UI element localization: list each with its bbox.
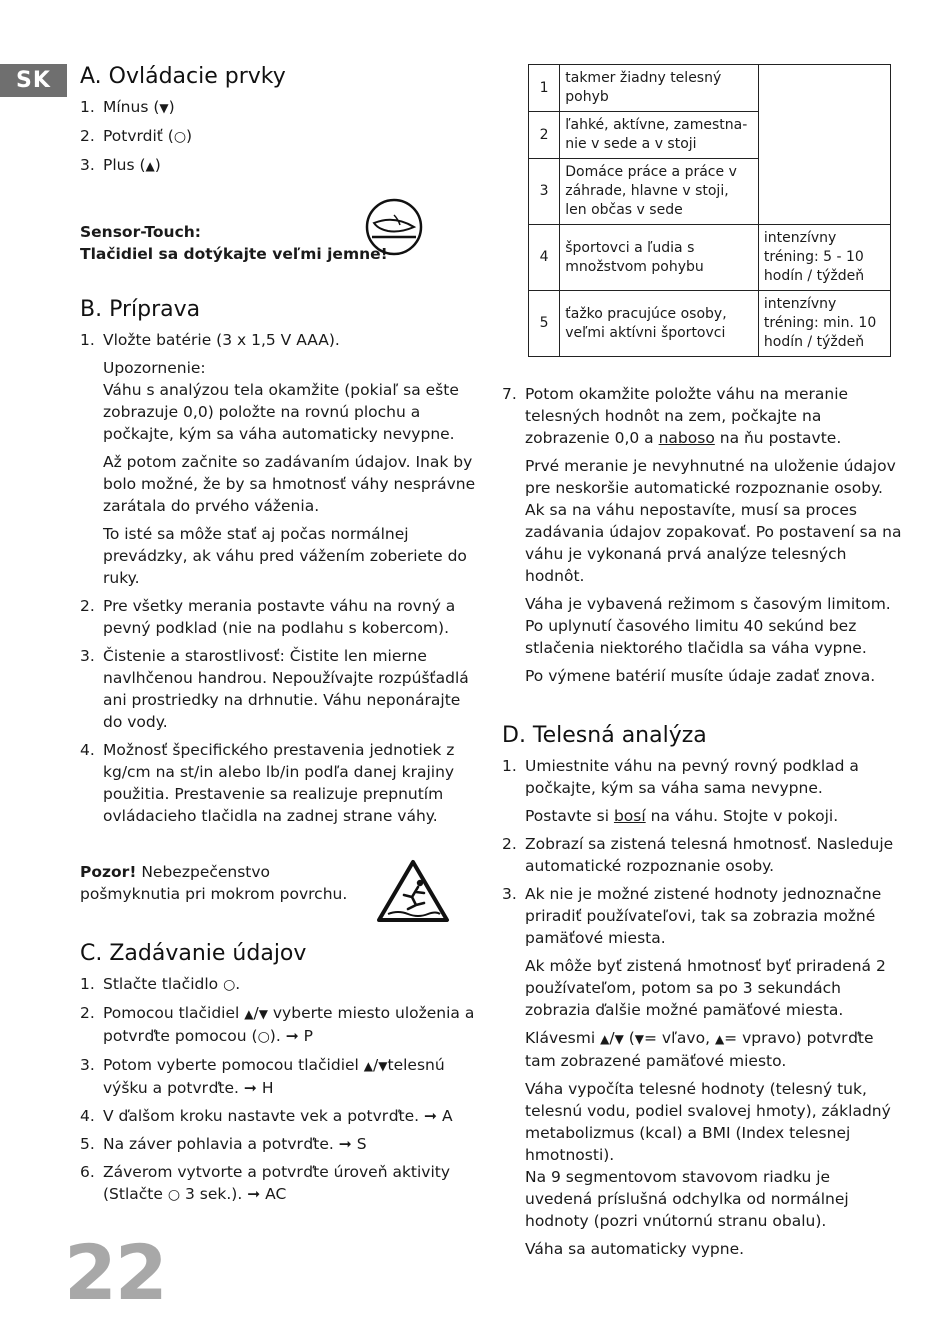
- level-cell: 2: [529, 112, 560, 159]
- description-cell: takmer žiadny telesný pohyb: [560, 65, 759, 112]
- list-item: 3. Ak nie je možné zistené hodnoty jednoznačne priradiť používateľovi, tak sa zobrazia možné pamäťové miesta. Ak môže byť zistená hmotnosť byť priradená 2 používateľom, potom sa po 3 sekundách zobrazia ďalšie možné pamäťové miesta. Klávesmi ▲/▼ (▼= vľavo, ▲= vpravo) potvrďte tam zobrazené pamäťové miesto. Váha vypočíta telesné hodnoty (telesný tuk, telesnú vodu, podiel svalovej hmoty), základný metabolizmus (kcal) a BMI (Index telesnej hmotnosti). Na 9 segmentovom stavovom riadku je uvedená príslušná odchylka od normálnej hodnoty (pozri vnútornú stranu obalu). Váha sa automaticky vypne.: [502, 883, 902, 1260]
- minus-icon: ▼: [634, 1032, 645, 1046]
- arrow-right-icon: ➞: [247, 1185, 261, 1203]
- confirm-icon: ○: [257, 1029, 270, 1045]
- note-paragraph: Až potom začnite so zadávaním údajov. Inak by bolo možné, že by sa hmotnosť váhy nesprávne zarátala do prvého váženia.: [103, 453, 476, 515]
- paragraph: Na 9 segmentovom stavovom riadku je uvedená príslušná odchylka od normálnej hodnoty (pozri vnútornú stranu obalu).: [525, 1168, 849, 1230]
- note-cell: [758, 65, 890, 225]
- list-item: 2. Pre všetky merania postavte váhu na rovný a pevný podklad (nie na podlahu s kobercom).: [80, 597, 456, 637]
- preparation-list: [80, 329, 478, 827]
- list-item: 2. Zobrazí sa zistená telesná hmotnosť. Nasleduje automatické rozpoznanie osoby.: [502, 835, 894, 875]
- page-number: 22: [64, 1228, 166, 1317]
- section-a-title: A. Ovládacie prvky: [80, 64, 286, 89]
- list-item: 5. Na záver pohlavia a potvrďte. ➞ S: [80, 1135, 367, 1153]
- arrow-right-icon: ➞: [338, 1135, 352, 1153]
- slippery-floor-warning-icon: [376, 859, 450, 923]
- data-entry-list: [80, 973, 478, 1206]
- arrow-right-icon: ➞: [285, 1027, 299, 1045]
- finger-touch-icon: [364, 197, 424, 257]
- list-item: 1. Mínus (▼): [80, 98, 175, 116]
- sensor-touch-text: Tlačidiel sa dotýkajte veľmi jemne!: [80, 245, 388, 263]
- sensor-touch-note: [80, 221, 478, 265]
- note-paragraph: Váhu s analýzou tela okamžite (pokiaľ sa ešte zobrazuje 0,0) položte na rovnú plochu a počkajte, kým sa váha automaticky nevypne.: [103, 381, 459, 443]
- list-item: 6. Záverom vytvorte a potvrďte úroveň aktivity (Stlačte ○ 3 sek.). ➞ AC: [80, 1163, 451, 1203]
- section-d-title: D. Telesná analýza: [502, 723, 707, 748]
- list-item: 2. Pomocou tlačidiel ▲/▼ vyberte miesto uloženia a potvrďte pomocou (○). ➞ P: [80, 1004, 475, 1045]
- paragraph: Ak môže byť zistená hmotnosť byť priradená 2 používateľom, potom sa po 3 sekundách zobrazia ďalšie možné pamäťové miesta.: [525, 957, 886, 1019]
- level-cell: 5: [529, 291, 560, 357]
- table-row: [529, 291, 891, 357]
- warning-label: Pozor!: [80, 863, 137, 881]
- level-cell: 4: [529, 225, 560, 291]
- paragraph: Po výmene batérií musíte údaje zadať znova.: [525, 667, 876, 685]
- list-item: 4. Možnosť špecifického prestavenia jednotiek z kg/cm na st/in alebo lb/in podľa danej krajiny použitia. Prestavenie sa realizuje prepnutím ovládacieho tlačidla na zadnej strane váhy.: [80, 741, 455, 825]
- warning-text: Nebezpečenstvo pošmyknutia pri mokrom povrchu.: [80, 863, 348, 903]
- section-c-title: C. Zadávanie údajov: [80, 941, 307, 966]
- description-cell: Domáce práce a práce v záhrade, hlavne v stoji, len občas v sede: [560, 159, 759, 225]
- note-paragraph: To isté sa môže stať aj počas normálnej prevádzky, ak váhu pred vážením zoberiete do ruky.: [103, 525, 467, 587]
- minus-icon: ▼: [614, 1032, 624, 1046]
- list-item: 3. Plus (▲): [80, 156, 161, 174]
- list-item: 7. Potom okamžite položte váhu na meranie telesných hodnôt na zem, počkajte na zobrazenie 0,0 a naboso na ňu postavte. Prvé meranie je nevyhnutné na uloženie údajov pre neskoršie automatické rozpoznanie osoby. Ak sa na váhu nepostavíte, musí sa proces zadávania údajov zopakovať. Po postavení sa na váhu je vykonaná prvá analýze telesných hodnôt. Váha je vybavená režimom s časovým limitom. Po uplynutí časového limitu 40 sekúnd bez stlačenia niektorého tlačidla sa váha vypne. Po výmene batérií musíte údaje zadať znova.: [502, 385, 902, 685]
- arrow-right-icon: ➞: [424, 1107, 438, 1125]
- sensor-touch-title: Sensor-Touch:: [80, 223, 202, 241]
- level-cell: 1: [529, 65, 560, 112]
- list-item: 1. Stlačte tlačidlo ○.: [80, 975, 241, 993]
- right-column: [502, 64, 902, 1266]
- controls-list: [80, 96, 478, 177]
- list-item: 3. Potom vyberte pomocou tlačidiel ▲/▼telesnú výšku a potvrďte. ➞ H: [80, 1056, 445, 1097]
- arrow-right-icon: ➞: [243, 1079, 257, 1097]
- body-analysis-list: [502, 755, 902, 1260]
- slip-warning: [80, 861, 478, 905]
- paragraph: Váha sa automaticky vypne.: [525, 1240, 745, 1258]
- description-cell: ľahké, aktívne, zamestna-nie v sede a v stoji: [560, 112, 759, 159]
- confirm-icon: ○: [167, 1187, 181, 1203]
- section-b-title: B. Príprava: [80, 297, 201, 322]
- paragraph: Váha vypočíta telesné hodnoty (telesný tuk, telesnú vodu, podiel svalovej hmoty), základný metabolizmus (kcal) a BMI (Index telesnej hmotnosti).: [525, 1080, 891, 1164]
- plus-icon: ▲: [145, 159, 155, 173]
- left-column: [80, 62, 478, 1212]
- list-item: 1. Umiestnite váhu na pevný rovný podklad a počkajte, kým sa váha sama nevypne. Postavte si bosí na váhu. Stojte v pokoji.: [502, 757, 859, 825]
- minus-icon: ▼: [378, 1059, 388, 1073]
- note-cell: intenzívny tréning: 5 - 10 hodín / týždeň: [758, 225, 890, 291]
- paragraph: Váha je vybavená režimom s časovým limitom. Po uplynutí časového limitu 40 sekúnd bez stlačenia niektorého tlačidla sa váha vypne.: [525, 595, 891, 657]
- level-cell: 3: [529, 159, 560, 225]
- language-tab: SK: [0, 64, 67, 97]
- plus-icon: ▲: [714, 1032, 725, 1046]
- list-item: 2. Potvrdiť (○): [80, 127, 193, 145]
- note-title: Upozornenie:: [103, 359, 206, 377]
- description-cell: športovci a ľudia s množstvom pohybu: [560, 225, 759, 291]
- activity-level-table: [528, 64, 891, 357]
- minus-icon: ▼: [159, 101, 169, 115]
- plus-icon: ▲: [600, 1032, 610, 1046]
- plus-icon: ▲: [244, 1007, 254, 1021]
- description-cell: ťažko pracujúce osoby, veľmi aktívni športovci: [560, 291, 759, 357]
- confirm-icon: ○: [223, 977, 236, 993]
- list-item: 4. V ďalšom kroku nastavte vek a potvrďte. ➞ A: [80, 1107, 453, 1125]
- plus-icon: ▲: [363, 1059, 374, 1073]
- list-item: 3. Čistenie a starostlivosť: Čistite len mierne navlhčenou handrou. Nepoužívajte rozpúšťadlá ani prostriedky na drhnutie. Váhu neponárajte do vody.: [80, 647, 469, 731]
- note-cell: intenzívny tréning: min. 10 hodín / týždeň: [758, 291, 890, 357]
- paragraph: Prvé meranie je nevyhnutné na uloženie údajov pre neskoršie automatické rozpoznanie osoby. Ak sa na váhu nepostavíte, musí sa proces zadávania údajov zopakovať. Po postavení sa na váhu je vykonaná prvá analýze telesných hodnôt.: [525, 457, 902, 585]
- confirm-icon: ○: [173, 129, 187, 145]
- table-row: [529, 225, 891, 291]
- data-entry-list-continued: [502, 383, 902, 687]
- minus-icon: ▼: [258, 1007, 268, 1021]
- table-row: [529, 65, 891, 112]
- list-item: 1. Vložte batérie (3 x 1,5 V AAA). Upozornenie: Váhu s analýzou tela okamžite (pokiaľ sa ešte zobrazuje 0,0) položte na rovnú plochu a počkajte, kým sa váha automaticky nevypne. Až potom začnite so zadávaním údajov. Inak by bolo možné, že by sa hmotnosť váhy nesprávne zarátala do prvého váženia. To isté sa môže stať aj počas normálnej prevádzky, ak váhu pred vážením zoberiete do ruky.: [80, 329, 478, 589]
